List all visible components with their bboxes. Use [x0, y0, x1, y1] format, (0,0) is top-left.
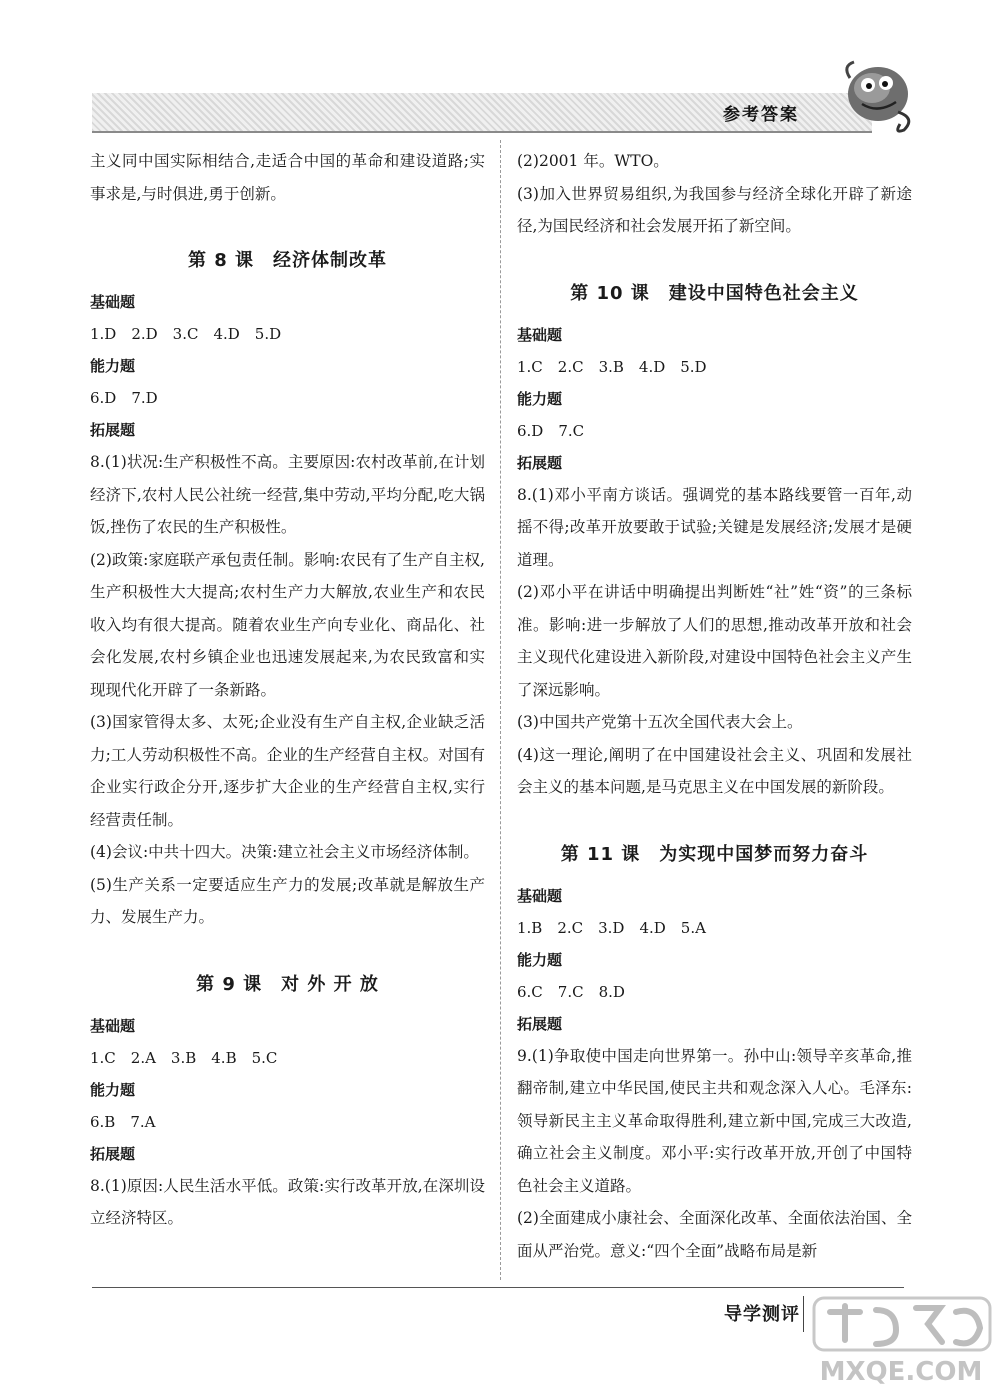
lesson-9-ability-answers: 6.B 7.A — [90, 1112, 156, 1131]
left-intro: 主义同中国实际相结合,走适合中国的革命和建设道路;实事求是,与时俱进,勇于创新。 — [90, 152, 485, 203]
lesson-11-ability-answers: 6.C 7.C 8.D — [517, 982, 625, 1001]
lesson-10-ability-answers: 6.D 7.C — [517, 421, 585, 440]
lesson-11-basic-answers: 1.B 2.C 3.D 4.D 5.A — [517, 918, 706, 937]
right-intro-2: (3)加入世界贸易组织,为我国参与经济全球化开辟了新途径,为国民经济和社会发展开拓了新空间。 — [517, 184, 912, 235]
lesson-11-basic-label: 基础题 — [517, 886, 563, 905]
lesson-10-answer-1: 8.(1)邓小平南方谈话。强调党的基本路线要管一百年,动摇不得;改革开放要敢于试验;关键是发展经济;发展才是硬道理。 — [517, 485, 912, 569]
lesson-8-answer-3: (3)国家管得太多、太死;企业没有生产自主权,企业缺乏活力;工人劳动积极性不高。企业的生产经营自主权。对国有企业实行政企分开,逐步扩大企业的生产经营自主权,实行经营责任制。 — [90, 713, 485, 829]
lesson-8-section — [90, 246, 485, 934]
lesson-8-ext-label: 拓展题 — [90, 421, 136, 439]
left-column — [90, 145, 485, 1235]
lesson-10-answer-2: (2)邓小平在讲话中明确提出判断姓“社”姓“资”的三条标准。影响:进一步解放了人们的思想,推动改革开放和社会主义现代化建设进入新阶段,对建设中国特色社会主义产生了深远影响。 — [517, 583, 912, 699]
lesson-11-answer-1: 9.(1)争取使中国走向世界第一。孙中山:领导辛亥革命,推翻帝制,建立中华民国,使民主共和观念深入人心。毛泽东:领导新民主主义革命取得胜利,建立新中国,完成三大改造,确立社会主义制度。邓小平:实行改革开放,开创了中国特色社会主义道路。 — [517, 1046, 912, 1195]
lesson-11-ability-label: 能力题 — [517, 950, 563, 969]
header-title: 参考答案 — [723, 105, 799, 125]
lesson-8-basic-answers: 1.D 2.D 3.C 4.D 5.D — [90, 325, 282, 343]
lesson-9-answer-1: 8.(1)原因:人民生活水平低。政策:实行改革开放,在深圳设立经济特区。 — [90, 1176, 485, 1227]
lesson-9-ability-label: 能力题 — [90, 1080, 136, 1099]
lesson-10-basic-label: 基础题 — [517, 325, 563, 344]
lesson-8-answer-5: (5)生产关系一定要适应生产力的发展;改革就是解放生产力、发展生产力。 — [90, 875, 485, 926]
svg-text:MXQE.COM: MXQE.COM — [819, 1357, 983, 1387]
lesson-11-ext-label: 拓展题 — [517, 1014, 563, 1033]
lesson-8-answer-4: (4)会议:中共十四大。决策:建立社会主义市场经济体制。 — [90, 843, 479, 861]
right-intro-1: (2)2001 年。WTO。 — [517, 152, 669, 170]
footer-rule — [92, 1287, 904, 1288]
lesson-8-title: 第 8 课 经济体制改革 — [187, 250, 388, 271]
lesson-11-section — [517, 840, 912, 1268]
column-divider — [500, 140, 501, 1280]
lesson-9-ext-label: 拓展题 — [90, 1144, 136, 1163]
lesson-8-ability-answers: 6.D 7.D — [90, 389, 158, 407]
footer-separator — [803, 1296, 804, 1332]
lesson-9-title: 第 9 课 对 外 开 放 — [196, 973, 379, 995]
lesson-11-answer-2: (2)全面建成小康社会、全面深化改革、全面依法治国、全面从严治党。意义:“四个全面”战略布局是新 — [517, 1209, 912, 1260]
watermark-logo-icon — [806, 1292, 996, 1388]
lesson-10-answer-3: (3)中国共产党第十五次全国代表大会上。 — [517, 713, 803, 731]
lesson-9-basic-answers: 1.C 2.A 3.B 4.B 5.C — [90, 1048, 278, 1067]
lesson-8-basic-label: 基础题 — [90, 293, 136, 311]
footer-brand: 导学测评 — [724, 1304, 800, 1325]
right-column — [517, 145, 912, 1267]
lesson-10-section — [517, 279, 912, 804]
lesson-8-answer-2: (2)政策:家庭联产承包责任制。影响:农民有了生产自主权,生产积极性大大提高;农村生产力大解放,农业生产和农民收入均有很大提高。随着农业生产向专业化、商品化、社会化发展,农村乡镇企业也迅速发展起来,为农民致富和实现现代化开辟了一条新路。 — [90, 550, 485, 699]
lesson-10-ability-label: 能力题 — [517, 389, 563, 408]
lesson-10-answer-4: (4)这一理论,阐明了在中国建设社会主义、巩固和发展社会主义的基本问题,是马克思主义在中国发展的新阶段。 — [517, 745, 912, 796]
lesson-10-title: 第 10 课 建设中国特色社会主义 — [570, 282, 859, 304]
mascot-icon — [838, 58, 920, 136]
lesson-9-basic-label: 基础题 — [90, 1016, 136, 1035]
lesson-11-title: 第 11 课 为实现中国梦而努力奋斗 — [560, 843, 869, 865]
lesson-8-ability-label: 能力题 — [90, 357, 136, 375]
lesson-10-ext-label: 拓展题 — [517, 453, 563, 472]
lesson-9-section — [90, 970, 485, 1235]
lesson-8-answer-1: 8.(1)状况:生产积极性不高。主要原因:农村改革前,在计划经济下,农村人民公社统一经营,集中劳动,平均分配,吃大锅饭,挫伤了农民的生产积极性。 — [90, 453, 485, 536]
lesson-10-basic-answers: 1.C 2.C 3.B 4.D 5.D — [517, 357, 707, 376]
